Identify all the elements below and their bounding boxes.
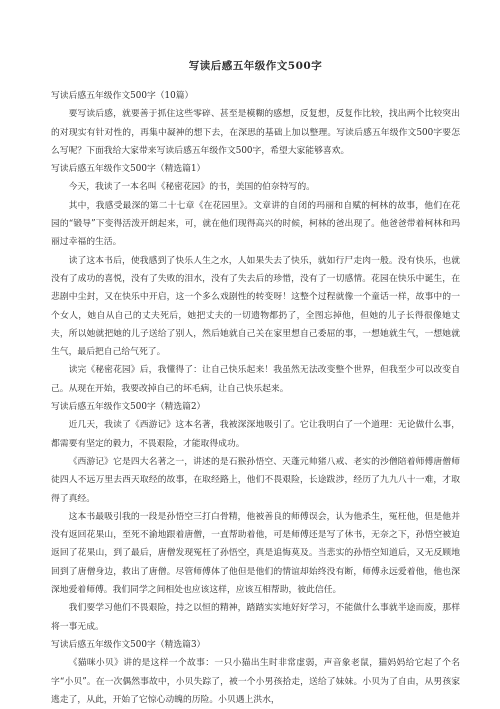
paragraph: 要写读后感，就要善于抓住这些零碎、甚至是模糊的感想，反复想，反复作比较，找出两个比较突出的对现实有针对性的，再集中凝神的想下去，在深思的基础上加以整理。写读后感五年级作文500字要怎么写呢？下面我给大家带来写读后感五年级作文500字，希望大家能够喜欢。 (51, 109, 460, 156)
document-title: 写读后感五年级作文500字 (188, 60, 323, 72)
paragraph: 我们要学习他们不畏艰险，持之以恒的精神，踏踏实实地好好学习，不能做什么事就半途而废，那样将一事无成。 (51, 603, 460, 632)
paragraph: 今天，我读了一本名叫《秘密花园》的书，美国的伯奈特写的。 (68, 182, 315, 193)
paragraph: 近几天，我读了《西游记》这本名著，我被深深地吸引了。它让我明白了一个道理：无论做什么事，都需要有坚定的毅力，不畏艰险，才能取得成功。 (51, 420, 460, 449)
section-heading: 写读后感五年级作文500字（精选篇1） (51, 164, 206, 175)
section-heading: 写读后感五年级作文500字（10篇） (51, 91, 194, 101)
paragraph: 《西游记》它是四大名著之一，讲述的是石猴孙悟空、天蓬元帅猪八戒、老实的沙僧陪着师傅唐僧师徒四人不远万里去西天取经的故事，在取经路上，他们不畏艰险，长途跋涉，经历了九九八十一难，才取得了真经。 (51, 456, 460, 504)
paragraph: 读了这本书后，使我感到了快乐人生之水，人如果失去了快乐，就如行尸走肉一般。没有快乐，也就没有了成功的喜悦，没有了失败的泪水，没有了失去后的珍惜，没有了一切感情。花园在快乐中诞生，在悲剧中尘封，又在快乐中开启，这一个多么戏剧性的转变呀！这整个过程就像一个童话一样，故事中的一个女人，她自从自己的丈夫死后，她把丈夫的一切遗物都扔了，全图忘掉他，但她的儿子长得很像她丈夫，所以她就把她的儿子送给了别人，然后她就自己关在家里想自己委屈的事，一想她就生气，一想她就生气，最后把自己给气死了。 (51, 255, 460, 358)
section-heading: 写读后感五年级作文500字（精选篇2） (51, 402, 206, 413)
paragraph: 这本书最吸引我的一段是孙悟空三打白骨精，他被善良的师傅误会，认为他杀生，冤枉他，但是他并没有返回花果山，至死不渝地跟着唐僧，一直帮助着他，可是师傅还是写了休书，无奈之下，孙悟空被迫返回了花果山，到了最后，唐僧发现冤枉了孙悟空，真是追悔莫及。当悲实的孙悟空知道后，又无反顾地回到了唐僧身边，救出了唐僧。尽管师傅体了他但是他们的情谊却始终没有断，师傅永远爱着他，他也深深地爱着师傅。我们同学之间相处也应该这样，应该互相帮助，彼此信任。 (51, 511, 460, 596)
paragraph: 《猫咪小贝》讲的是这样一个故事：一只小猫出生时非常虚弱，声音象老鼠，猫妈妈给它起了个名字“小贝”。在一次偶然事故中，小贝失踪了，被一个小男孩拾走，送给了妹妹。小贝为了自由，从男孩家逃走了，从此，开始了它惊心动魄的历险。小贝遇上洪水， (51, 658, 460, 705)
paragraph: 其中，我感受最深的第二十七章《在花园里》。文章讲的自闭的玛丽和自赋的柯林的故事，他们在花园的“锻导”下变得活泼开朗起来，可，就在他们现得高兴的时候，柯林的爸出现了。他爸爸带着柯林和玛丽过幸福的生活。 (51, 200, 460, 248)
section-heading: 写读后感五年级作文500字（精选篇3） (51, 639, 206, 650)
paragraph: 读完《秘密花园》后，我懂得了：让自己快乐起来！我虽然无法改变整个世界，但我至少可以改变自己。从现在开始，我要改掉自己的坏毛病，让自己快乐起来。 (51, 365, 460, 394)
